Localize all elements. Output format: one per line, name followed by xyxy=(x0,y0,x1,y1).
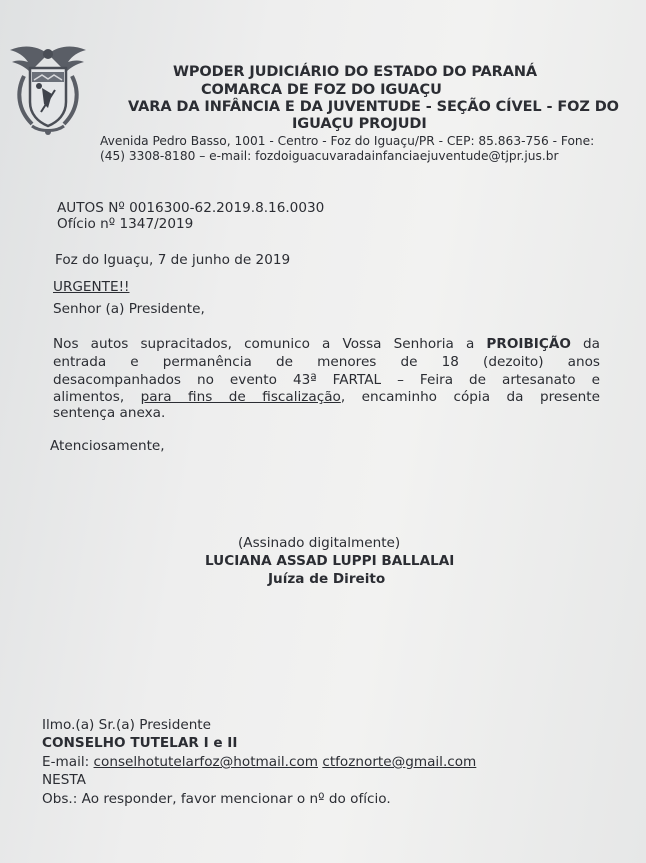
oficio-number: Ofício nº 1347/2019 xyxy=(57,216,194,232)
body-text: , encaminho cópia da presente xyxy=(340,389,600,405)
email-link-1[interactable]: conselhotutelarfoz@hotmail.com xyxy=(93,754,319,770)
body-line-5: sentença anexa. xyxy=(53,405,166,421)
body-text: da xyxy=(570,336,601,352)
header-line-2: COMARCA DE FOZ DO IGUAÇU xyxy=(201,82,442,98)
signature-note: (Assinado digitalmente) xyxy=(238,535,401,551)
body-line-4 xyxy=(53,389,600,405)
address-line-2: (45) 3308-8180 – e-mail: fozdoiguacuvaradainfanciaejuventude@tjpr.jus.br xyxy=(100,149,559,163)
body-line-1 xyxy=(53,336,600,352)
recipient-emails xyxy=(42,754,476,770)
closing: Atenciosamente, xyxy=(50,438,165,454)
header-line-1: WPODER JUDICIÁRIO DO ESTADO DO PARANÁ xyxy=(173,64,538,80)
nesta: NESTA xyxy=(42,772,86,788)
header-line-3: VARA DA INFÂNCIA E DA JUVENTUDE - SEÇÃO CÍVEL - FOZ DO xyxy=(128,99,619,115)
prohibition-emphasis: PROIBIÇÃO xyxy=(486,336,571,352)
fiscalizacao-emphasis: para fins de fiscalização xyxy=(140,389,341,405)
parana-coat-of-arms-icon xyxy=(8,42,88,138)
urgent-label: URGENTE!! xyxy=(53,279,130,295)
salutation: Senhor (a) Presidente, xyxy=(53,301,205,317)
recipient-salutation: Ilmo.(a) Sr.(a) Presidente xyxy=(42,717,212,733)
signer-role: Juíza de Direito xyxy=(268,571,386,587)
date-line: Foz do Iguaçu, 7 de junho de 2019 xyxy=(55,252,291,268)
signer-name: LUCIANA ASSAD LUPPI BALLALAI xyxy=(205,553,455,569)
autos-number: AUTOS Nº 0016300-62.2019.8.16.0030 xyxy=(57,200,325,216)
recipient-org: CONSELHO TUTELAR I e II xyxy=(42,735,238,751)
body-text: alimentos, xyxy=(53,389,141,405)
obs-note: Obs.: Ao responder, favor mencionar o nº do ofício. xyxy=(42,791,391,807)
email-link-2[interactable]: ctfoznorte@gmail.com xyxy=(322,754,477,770)
email-label: E-mail: xyxy=(42,754,94,770)
body-text: Nos autos supracitados, comunico a Vossa Senhoria a xyxy=(53,336,487,352)
address-line-1: Avenida Pedro Basso, 1001 - Centro - Foz do Iguaçu/PR - CEP: 85.863-756 - Fone: xyxy=(100,134,595,148)
body-line-3: desacompanhados no evento 43ª FARTAL – Feira de artesanato e xyxy=(53,372,600,388)
header-line-4: IGUAÇU PROJUDI xyxy=(292,116,427,132)
body-line-2: entrada e permanência de menores de 18 (dezoito) anos xyxy=(53,354,600,370)
